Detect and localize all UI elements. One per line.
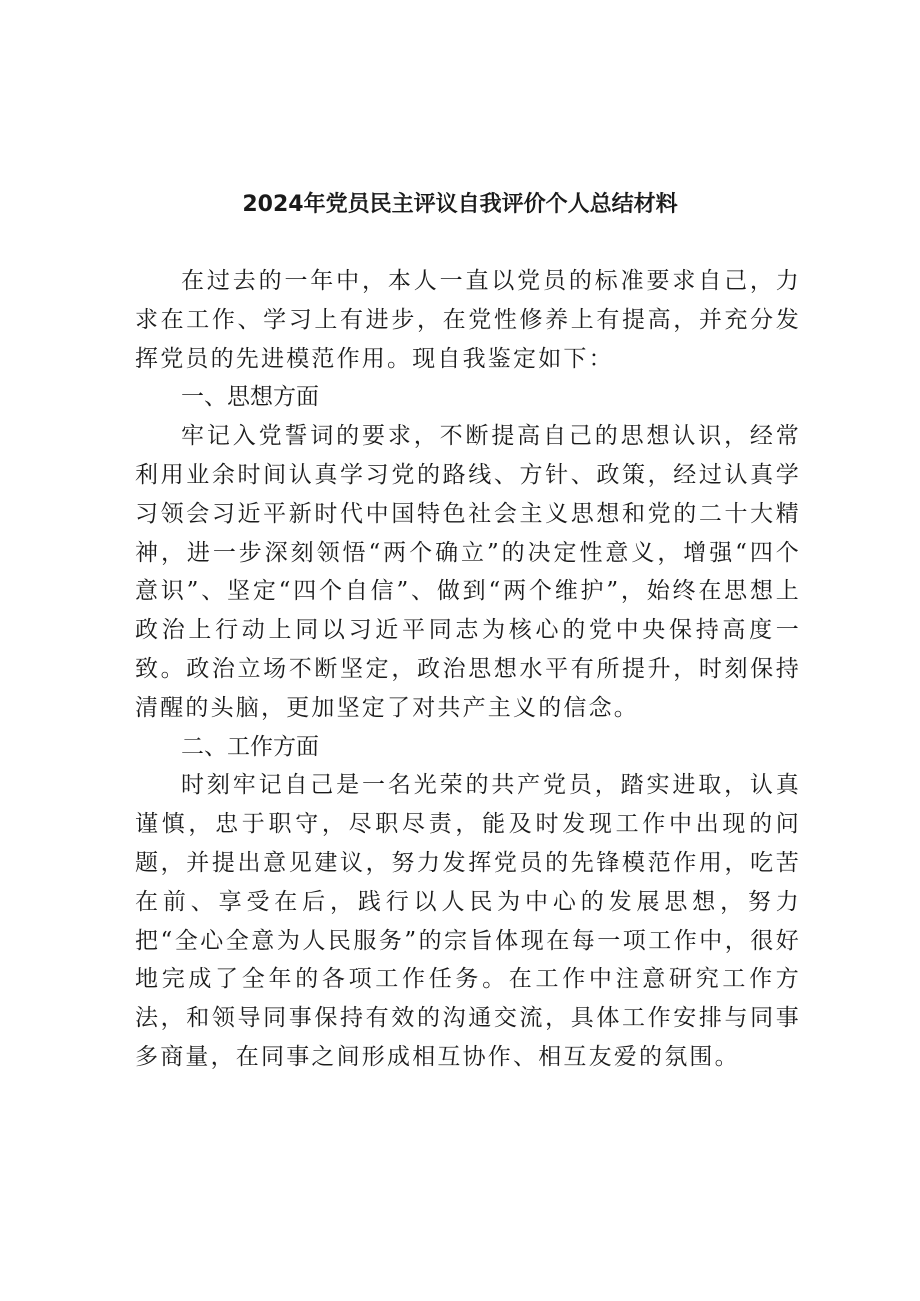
- section-body-work: 时刻牢记自己是一名光荣的共产党员，踏实进取，认真谨慎，忠于职守，尽职尽责，能及时发现工作中出现的问题，并提出意见建议，努力发挥党员的先锋模范作用，吃苦在前、享受在后，践行以人民为中心的发展思想，努力把“全心全意为人民服务”的宗旨体现在每一项工作中，很好地完成了全年的各项工作任务。在工作中注意研究工作方法，和领导同事保持有效的沟通交流，具体工作安排与同事多商量，在同事之间形成相互协作、相互友爱的氛围。: [135, 772, 801, 1070]
- intro-paragraph: 在过去的一年中，本人一直以党员的标准要求自己，力求在工作、学习上有进步，在党性修养上有提高，并充分发挥党员的先进模范作用。现自我鉴定如下：: [135, 268, 801, 372]
- document-body: [135, 262, 801, 1077]
- section-heading-work: 二、工作方面: [181, 733, 319, 760]
- section-body-ideology: 牢记入党誓词的要求，不断提高自己的思想认识，经常利用业余时间认真学习党的路线、方针、政策，经过认真学习领会习近平新时代中国特色社会主义思想和党的二十大精神，进一步深刻领悟“两个确立”的决定性意义，增强“四个意识”、坚定“四个自信”、做到“两个维护”，始终在思想上政治上行动上同以习近平同志为核心的党中央保持高度一致。政治立场不断坚定，政治思想水平有所提升，时刻保持清醒的头脑，更加坚定了对共产主义的信念。: [135, 423, 801, 721]
- document-title: 2024年党员民主评议自我评价个人总结材料: [242, 191, 678, 217]
- section-heading-ideology: 一、思想方面: [181, 384, 319, 411]
